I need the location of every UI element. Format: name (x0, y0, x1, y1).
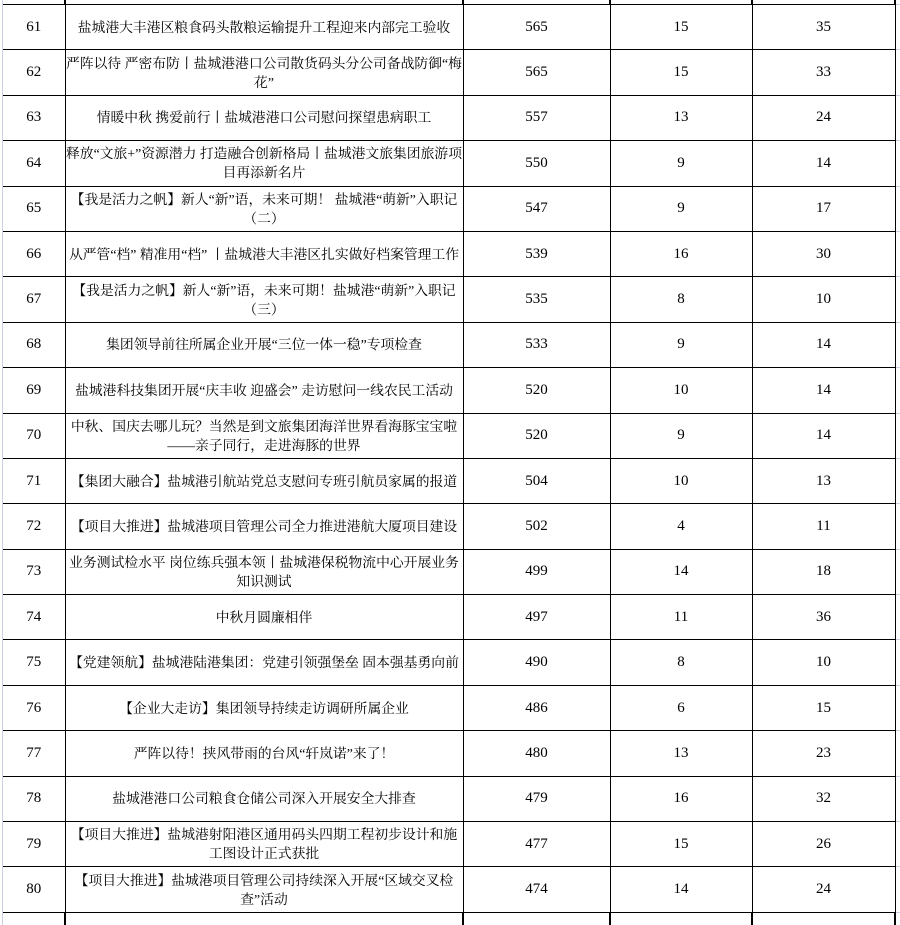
row-number-cell: 74 (3, 595, 65, 640)
article-title-cell: 从严管“档” 精准用“档” 丨盐城港大丰港区扎实做好档案管理工作 (65, 231, 463, 276)
article-title-cell: 严阵以待 严密布防丨盐城港港口公司散货码头分公司备战防御“梅花” (65, 50, 463, 95)
row-number-cell: 64 (3, 141, 65, 186)
row-number-cell: 62 (3, 50, 65, 95)
article-title-cell: 盐城港科技集团开展“庆丰收 迎盛会” 走访慰问一线农民工活动 (65, 368, 463, 413)
article-title-cell: 【我是活力之帆】新人“新”语，未来可期！ 盐城港“萌新”入职记（二） (65, 186, 463, 231)
value3-cell: 14 (752, 368, 895, 413)
value3-cell: 24 (752, 95, 895, 140)
value2-cell: 16 (610, 231, 752, 276)
value3-cell: 30 (752, 231, 895, 276)
article-title-cell: 释放“文旅+”资源潜力 打造融合创新格局丨盐城港文旅集团旅游项目再添新名片 (65, 141, 463, 186)
row-gridline-stub (896, 95, 900, 96)
value1-cell: 565 (463, 50, 610, 95)
article-title-cell: 情暖中秋 携爱前行丨盐城港港口公司慰问探望患病职工 (65, 95, 463, 140)
row-gridline-stub (896, 866, 900, 867)
row-gridline-stub (896, 594, 900, 595)
value1-cell: 550 (463, 141, 610, 186)
value3-cell: 23 (752, 731, 895, 776)
value2-cell: 15 (610, 50, 752, 95)
row-number-cell: 79 (3, 822, 65, 867)
table-row (3, 368, 895, 413)
value3-cell: 14 (752, 322, 895, 367)
value2-cell: 9 (610, 141, 752, 186)
value3-cell: 24 (752, 867, 895, 912)
value1-cell: 535 (463, 277, 610, 322)
value3-cell: 36 (752, 595, 895, 640)
row-number-cell: 75 (3, 640, 65, 685)
value3-cell: 17 (752, 186, 895, 231)
table-row (3, 595, 895, 640)
row-gridline-stub (896, 730, 900, 731)
value2-cell: 8 (610, 277, 752, 322)
row-gridline-stub (896, 685, 900, 686)
row-number-cell: 65 (3, 186, 65, 231)
value2-cell: 15 (610, 822, 752, 867)
value3-cell: 32 (752, 776, 895, 821)
article-title-cell: 盐城港港口公司粮食仓储公司深入开展安全大排查 (65, 776, 463, 821)
value3-cell: 15 (752, 685, 895, 730)
value1-cell: 504 (463, 458, 610, 503)
value3-cell: 14 (752, 141, 895, 186)
value2-cell: 14 (610, 867, 752, 912)
value3-cell: 11 (752, 504, 895, 549)
row-gridline-stub (896, 4, 900, 5)
table-row (3, 277, 895, 322)
table-row (3, 186, 895, 231)
report-table-body (3, 5, 895, 913)
column-border-stub-bottom (64, 912, 66, 925)
table-row (3, 731, 895, 776)
article-title-cell: 【企业大走访】集团领导持续走访调研所属企业 (65, 685, 463, 730)
value2-cell: 10 (610, 458, 752, 503)
article-title-cell: 【项目大推进】盐城港射阳港区通用码头四期工程初步设计和施工图设计正式获批 (65, 822, 463, 867)
value2-cell: 13 (610, 95, 752, 140)
table-row (3, 50, 895, 95)
row-gridline-stub (896, 458, 900, 459)
table-row (3, 549, 895, 594)
value2-cell: 9 (610, 186, 752, 231)
table-row (3, 685, 895, 730)
row-number-cell: 77 (3, 731, 65, 776)
row-number-cell: 71 (3, 458, 65, 503)
column-border-stub-bottom (751, 912, 753, 925)
value3-cell: 10 (752, 640, 895, 685)
row-number-cell: 70 (3, 413, 65, 458)
value1-cell: 499 (463, 549, 610, 594)
row-number-cell: 67 (3, 277, 65, 322)
value1-cell: 486 (463, 685, 610, 730)
article-title-cell: 中秋月圆廉相伴 (65, 595, 463, 640)
value1-cell: 565 (463, 5, 610, 50)
value3-cell: 26 (752, 822, 895, 867)
row-gridline-stub (896, 367, 900, 368)
row-gridline-stub (896, 503, 900, 504)
article-title-cell: 【党建领航】盐城港陆港集团：党建引领强堡垒 固本强基勇向前 (65, 640, 463, 685)
row-gridline-stub (896, 186, 900, 187)
table-row (3, 95, 895, 140)
value3-cell: 14 (752, 413, 895, 458)
row-gridline-stub (896, 276, 900, 277)
row-gridline-stub (896, 912, 900, 913)
value2-cell: 14 (610, 549, 752, 594)
value1-cell: 497 (463, 595, 610, 640)
article-title-cell: 中秋、国庆去哪儿玩？当然是到文旅集团海洋世界看海豚宝宝啦——亲子同行，走进海豚的世界 (65, 413, 463, 458)
column-border-stub-bottom (462, 912, 464, 925)
table-row (3, 776, 895, 821)
value2-cell: 8 (610, 640, 752, 685)
article-title-cell: 集团领导前往所属企业开展“三位一体一稳”专项检查 (65, 322, 463, 367)
row-gridline-stub (896, 639, 900, 640)
value2-cell: 16 (610, 776, 752, 821)
row-gridline-stub (896, 140, 900, 141)
report-table (3, 4, 896, 913)
row-number-cell: 61 (3, 5, 65, 50)
value1-cell: 474 (463, 867, 610, 912)
value2-cell: 11 (610, 595, 752, 640)
left-gridline (2, 0, 3, 925)
column-border-stub-bottom (609, 912, 611, 925)
table-row (3, 231, 895, 276)
article-title-cell: 【我是活力之帆】新人“新”语，未来可期！盐城港“萌新”入职记（三） (65, 277, 463, 322)
row-number-cell: 72 (3, 504, 65, 549)
article-title-cell: 盐城港大丰港区粮食码头散粮运输提升工程迎来内部完工验收 (65, 5, 463, 50)
row-gridline-stub (896, 776, 900, 777)
table-row (3, 458, 895, 503)
value3-cell: 35 (752, 5, 895, 50)
row-number-cell: 73 (3, 549, 65, 594)
value3-cell: 13 (752, 458, 895, 503)
row-gridline-stub (896, 231, 900, 232)
article-title-cell: 业务测试检水平 岗位练兵强本领丨盐城港保税物流中心开展业务知识测试 (65, 549, 463, 594)
column-border-stub-bottom (894, 912, 896, 925)
row-number-cell: 69 (3, 368, 65, 413)
value3-cell: 33 (752, 50, 895, 95)
row-gridline-stub (896, 549, 900, 550)
value1-cell: 547 (463, 186, 610, 231)
value1-cell: 480 (463, 731, 610, 776)
row-number-cell: 63 (3, 95, 65, 140)
value2-cell: 9 (610, 322, 752, 367)
row-number-cell: 68 (3, 322, 65, 367)
article-title-cell: 【项目大推进】盐城港项目管理公司持续深入开展“区域交叉检查”活动 (65, 867, 463, 912)
value3-cell: 18 (752, 549, 895, 594)
row-gridline-stub (896, 322, 900, 323)
value1-cell: 502 (463, 504, 610, 549)
row-number-cell: 80 (3, 867, 65, 912)
table-row (3, 413, 895, 458)
table-row (3, 640, 895, 685)
value1-cell: 520 (463, 413, 610, 458)
value2-cell: 10 (610, 368, 752, 413)
article-title-cell: 【集团大融合】盐城港引航站党总支慰问专班引航员家属的报道 (65, 458, 463, 503)
value1-cell: 490 (463, 640, 610, 685)
row-number-cell: 76 (3, 685, 65, 730)
article-title-cell: 严阵以待！挟风带雨的台风“轩岚诺”来了！ (65, 731, 463, 776)
table-row (3, 867, 895, 912)
value1-cell: 520 (463, 368, 610, 413)
table-row (3, 822, 895, 867)
value3-cell: 10 (752, 277, 895, 322)
value1-cell: 557 (463, 95, 610, 140)
row-gridline-stub (896, 413, 900, 414)
row-gridline-stub (896, 821, 900, 822)
article-title-cell: 【项目大推进】盐城港项目管理公司全力推进港航大厦项目建设 (65, 504, 463, 549)
value2-cell: 6 (610, 685, 752, 730)
value2-cell: 13 (610, 731, 752, 776)
table-row (3, 504, 895, 549)
value2-cell: 4 (610, 504, 752, 549)
row-number-cell: 66 (3, 231, 65, 276)
value1-cell: 477 (463, 822, 610, 867)
table-row (3, 322, 895, 367)
row-number-cell: 78 (3, 776, 65, 821)
row-gridline-stub (896, 49, 900, 50)
value1-cell: 479 (463, 776, 610, 821)
table-row (3, 141, 895, 186)
table-row (3, 5, 895, 50)
value1-cell: 533 (463, 322, 610, 367)
value2-cell: 9 (610, 413, 752, 458)
value1-cell: 539 (463, 231, 610, 276)
value2-cell: 15 (610, 5, 752, 50)
